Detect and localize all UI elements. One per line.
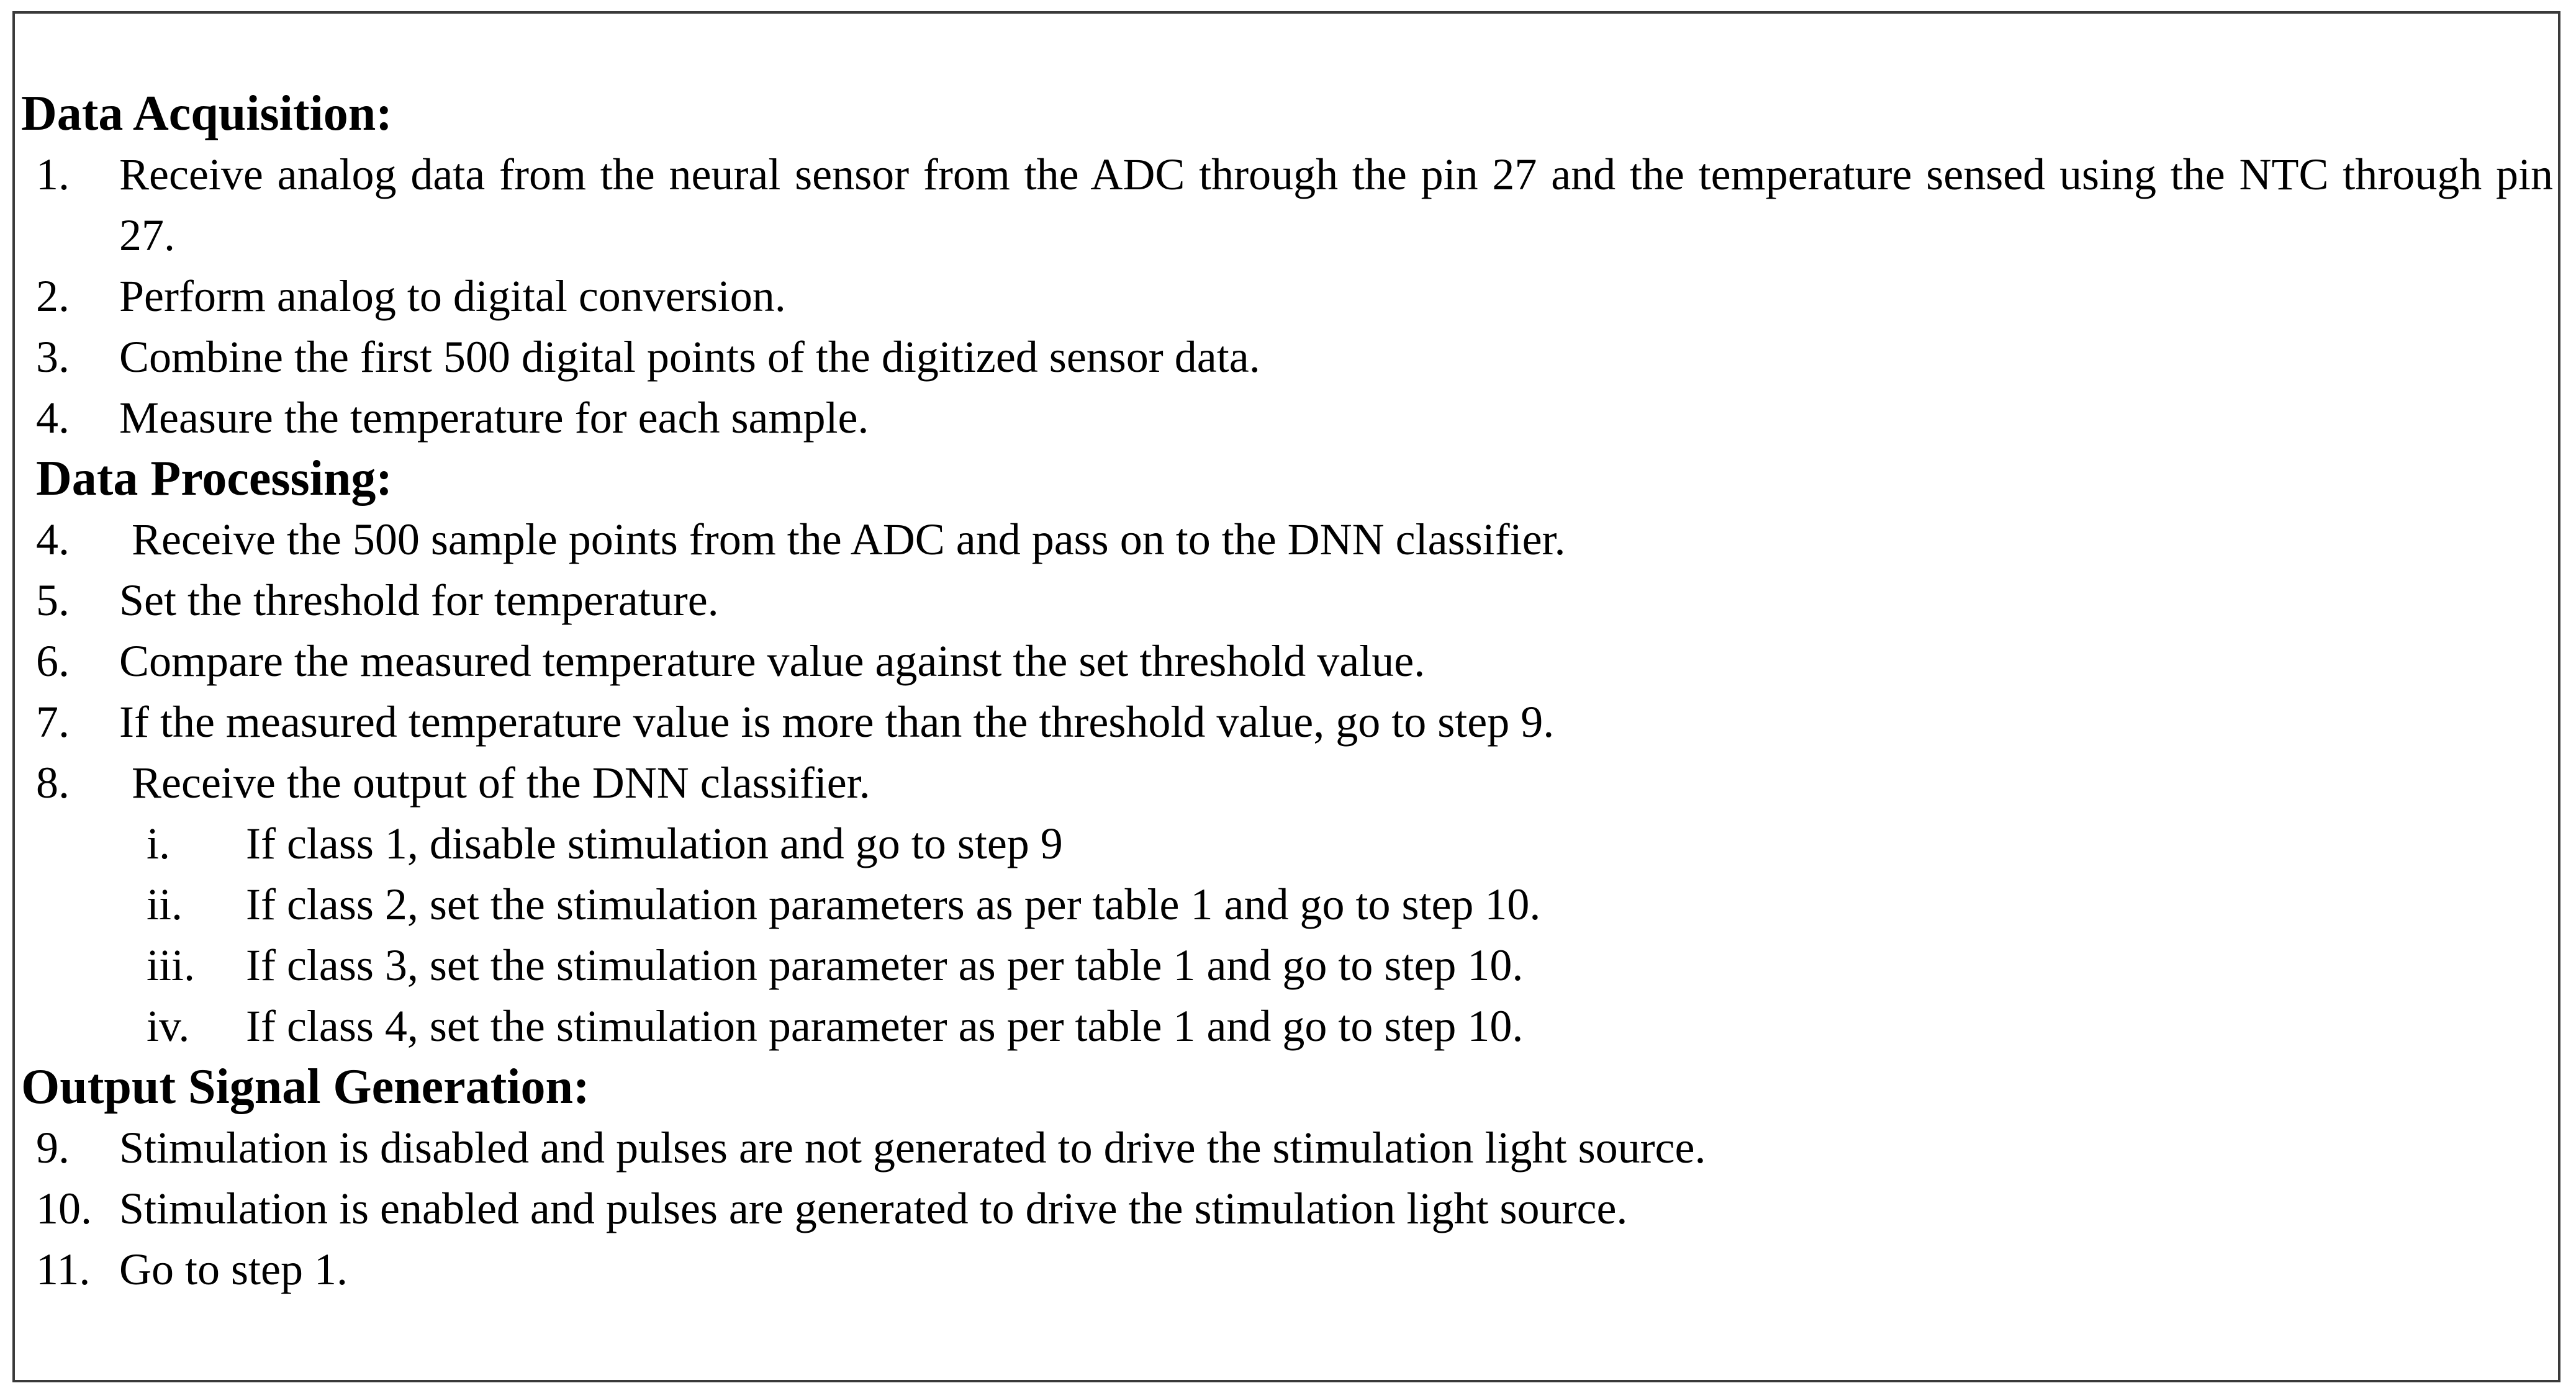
item-text: Stimulation is enabled and pulses are generated to drive the stimulation light source. — [119, 1184, 1628, 1233]
algorithm-text — [21, 83, 2554, 1300]
item-number: 7. — [36, 697, 70, 747]
list-item — [21, 326, 2554, 387]
sub-item-text: If class 4, set the stimulation parameter as per table 1 and go to step 10. — [246, 1001, 1524, 1051]
item-number: 10. — [36, 1184, 92, 1233]
section-heading-data-processing: Data Processing: — [36, 451, 392, 506]
list-item — [21, 266, 2554, 326]
list-item — [21, 509, 2554, 570]
item-number: 6. — [36, 636, 70, 686]
item-number: 4. — [36, 515, 70, 564]
item-text: If the measured temperature value is more than the threshold value, go to step 9. — [119, 697, 1555, 747]
item-number: 8. — [36, 758, 70, 808]
sub-list-item — [21, 813, 2554, 874]
list-item — [21, 387, 2554, 448]
list-item — [21, 631, 2554, 691]
item-number: 4. — [36, 393, 70, 443]
item-number: 5. — [36, 575, 70, 625]
item-number: 2. — [36, 271, 70, 321]
item-number: 3. — [36, 332, 70, 382]
list-item — [21, 1239, 2554, 1300]
item-text: Receive the output of the DNN classifier. — [132, 758, 870, 808]
sub-list-item — [21, 935, 2554, 996]
item-text: Stimulation is disabled and pulses are not generated to drive the stimulation light source. — [119, 1123, 1706, 1173]
list-item — [21, 1117, 2554, 1178]
sub-item-number: ii. — [147, 880, 183, 929]
item-text: Compare the measured temperature value against the set threshold value. — [119, 636, 1426, 686]
sub-item-number: i. — [147, 819, 171, 868]
sub-item-number: iii. — [147, 940, 196, 990]
sub-item-text: If class 3, set the stimulation parameter as per table 1 and go to step 10. — [246, 940, 1524, 990]
sub-item-number: iv. — [147, 1001, 190, 1051]
section-heading-data-acquisition: Data Acquisition: — [21, 86, 392, 141]
item-number: 11. — [36, 1245, 91, 1294]
item-number: 9. — [36, 1123, 70, 1173]
item-text: Go to step 1. — [119, 1245, 348, 1294]
item-text: Measure the temperature for each sample. — [119, 393, 869, 443]
list-item — [21, 1178, 2554, 1239]
list-item — [21, 752, 2554, 813]
sub-list-item — [21, 996, 2554, 1056]
item-text: Perform analog to digital conversion. — [119, 271, 786, 321]
section-heading-output-signal-generation: Output Signal Generation: — [21, 1060, 590, 1114]
item-text: Set the threshold for temperature. — [119, 575, 719, 625]
list-item — [21, 570, 2554, 631]
sub-list-item — [21, 874, 2554, 935]
sub-item-text: If class 2, set the stimulation parameters as per table 1 and go to step 10. — [246, 880, 1541, 929]
item-text: Combine the first 500 digital points of the digitized sensor data. — [119, 332, 1260, 382]
item-text: Receive the 500 sample points from the ADC and pass on to the DNN classifier. — [132, 515, 1566, 564]
list-item — [21, 691, 2554, 752]
sub-item-text: If class 1, disable stimulation and go to step 9 — [246, 819, 1063, 868]
item-text: Receive analog data from the neural sensor from the ADC through the pin 27 and the temperature sensed using the NTC through pin 27. — [119, 150, 2553, 260]
list-item — [21, 144, 2554, 266]
item-number: 1. — [36, 150, 70, 199]
